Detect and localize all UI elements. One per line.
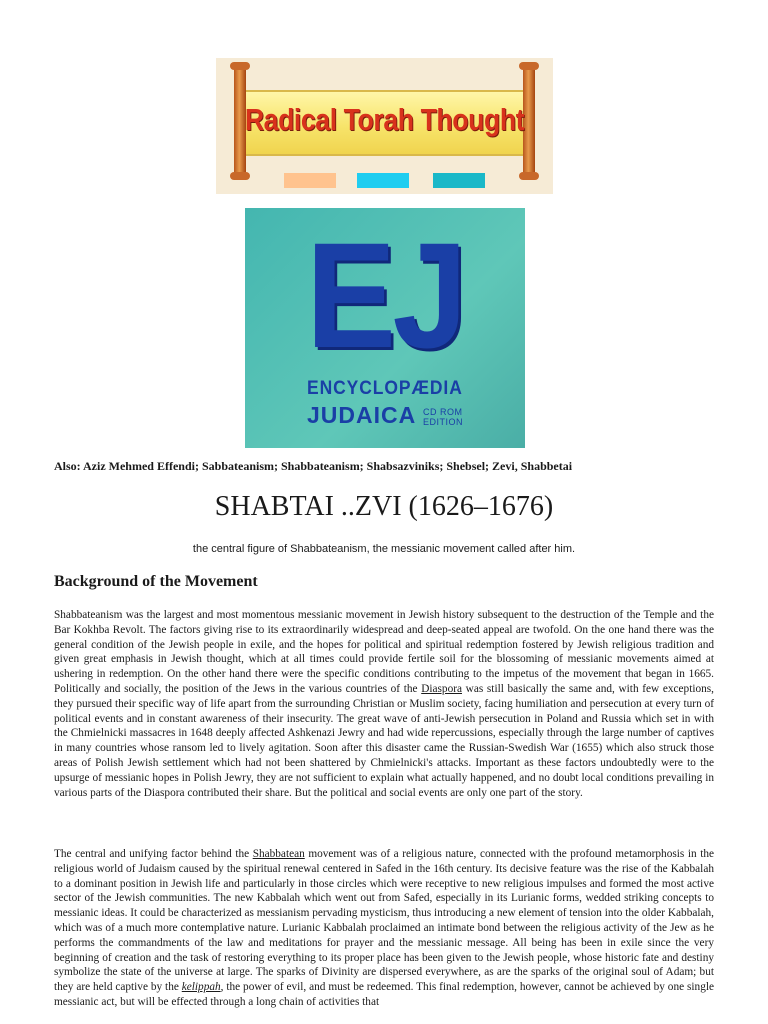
encyclopaedia-judaica-logo <box>245 208 525 448</box>
page-subtitle: the central figure of Shabbateanism, the messianic movement called after him. <box>192 543 576 555</box>
shabbatean-link[interactable]: Shabbatean <box>252 848 305 860</box>
banner-title: Radical Torah Thought <box>244 102 525 137</box>
radical-torah-thought-banner[interactable] <box>216 58 553 194</box>
logo-edition: CD ROM EDITION <box>423 407 464 427</box>
diaspora-link[interactable]: Diaspora <box>421 682 462 695</box>
banner-tab-1[interactable] <box>284 173 336 188</box>
page-title: SHABTAI ..ZVI (1626–1676) <box>214 491 554 522</box>
kelippah-link[interactable]: kelippah <box>181 981 221 994</box>
paragraph-2: The central and unifying factor behind the Shabbatean movement was of a religious nature, connected with the profound metamorphosis in the religious world of Judaism caused by the spiritual renewal centered in Safed in the 16th century. Its decisive feature was the rise of the Kabbalah to a dominant position in Jewish life and particularly in those circles which were receptive to new religious impulses and formed the most active sector of the Jewish communities. The new Kabbalah which went out from Safed, especially in its Lurianic forms, wedded striking concepts to messianic ideas. It could be characterized as messianism pervading mysticism, thus introducing a new element of tension into the older Kabbalah, which was of a much more contemplative nature. Lurianic Kabbalah proclaimed an intimate bond between the religious activity of the Jew as he performs the commandments of the law and meditations for prayer and the messianic message. All being has been in exile since the very beginning of creation and the task of restoring everything to its proper place has been given to the Jewish people, whose historic fate and destiny symbolize the state of the universe at large. The sparks of Divinity are dispersed everywhere, as are the sparks of the original soul of Adam; but they are held captive by the kelippah, the power of evil, and must be redeemed. This final redemption, however, cannot be achieved by one single messianic act, but will be effected through a long chain of activities that <box>54 848 714 1008</box>
banner-tab-2[interactable] <box>357 173 409 188</box>
ej-logo-letters: EJ <box>306 211 464 379</box>
banner-tab-3[interactable] <box>433 173 485 188</box>
paragraph-1: Shabbateanism was the largest and most momentous messianic movement in Jewish history subsequent to the destruction of the Temple and the Bar Kokhba Revolt. The factors giving rise to its extraordinarily widespread and deep-seated appeal are twofold. On the one hand there was the general condition of the Jewish people in exile, and the hopes for political and spiritual redemption fostered by Jewish religious tradition and given great emphasis in Jewish thought, which at all times could provide fertile soil for the blossoming of messianic movements aimed at ushering in redemption. On the other hand there were the specific conditions contributing to the impetus of the movement that began in 1665. Politically and socially, the position of the Jews in the various countries of the Diaspora was still basically the same and, with few exceptions, they pursued their specific way of life apart from the surrounding Christian or Muslim society, facing humiliation and persecution at every turn of political events and in constant awareness of their insecurity. The great wave of anti-Jewish persecution in Poland and Russia which set in with the Chmielnicki massacres in 1648 deeply affected Ashkenazi Jewry and had wide repercussions, especially through the large number of captives in many countries whose ransom led to lively agitation. Soon after this disaster came the Russian-Swedish War (1655) which also struck those areas of Polish Jewish settlement which had not been shattered by Chmielnicki's attacks. Important as these factors undoubtedly were to the upsurge of messianic hopes in Polish Jewry, they are not sufficient to explain what actually happened, and no doubt local conditions prevailing in various parts of the Diaspora contributed their share. But the political and social events are only one part of the story. <box>54 609 715 799</box>
section-heading: Background of the Movement <box>54 573 258 590</box>
logo-line-judaica: JUDAICA <box>307 402 417 428</box>
logo-line-encyclopaedia: ENCYCLOPÆDIA <box>307 378 463 399</box>
also-known-as: Also: Aziz Mehmed Effendi; Sabbateanism; Shabbateanism; Shabsazviniks; Shebsel; Zevi, Shabbetai <box>54 459 573 473</box>
